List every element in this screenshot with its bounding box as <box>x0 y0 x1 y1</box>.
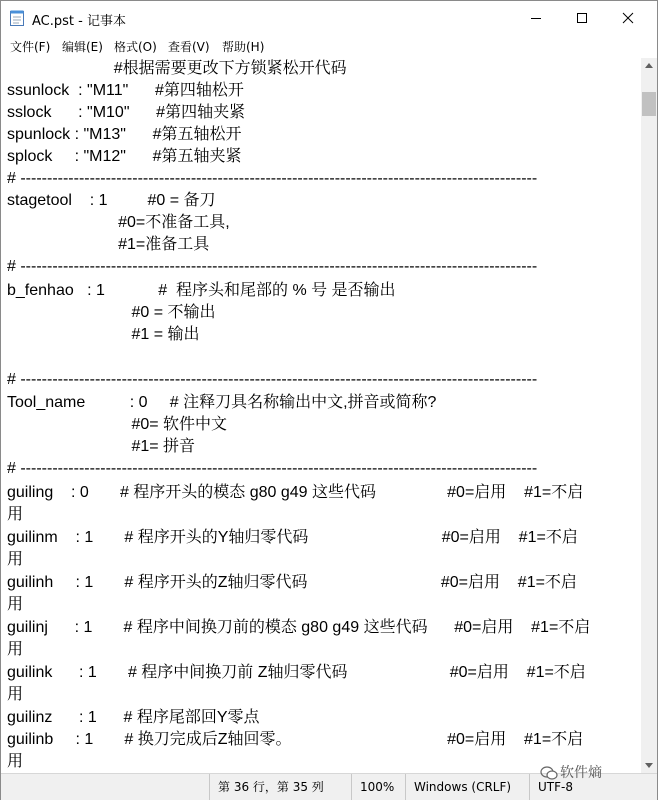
minimize-icon <box>530 12 542 24</box>
scrollbar-thumb[interactable] <box>642 92 656 116</box>
line-ending: Windows (CRLF) <box>405 774 524 800</box>
wechat-icon <box>540 765 558 781</box>
text-line: #1=准备工具 <box>7 236 210 253</box>
text-line: 用 <box>7 753 24 770</box>
scroll-down-icon[interactable] <box>645 763 653 768</box>
text-line: #1 = 输出 <box>7 326 200 343</box>
text-line: guilinh : 1 # 程序开头的Z轴归零代码 #0=启用 #1=不启 <box>7 574 577 591</box>
text-line: guilink : 1 # 程序中间换刀前 Z轴归零代码 #0=启用 #1=不启 <box>7 664 586 681</box>
text-line: guilinz : 1 # 程序尾部回Y零点 <box>7 709 260 726</box>
text-line: #根据需要更改下方锁紧松开代码 <box>7 60 347 77</box>
text-line: # ------------------------------------------------------------------------------------------------- <box>7 460 538 477</box>
close-button[interactable] <box>605 1 651 35</box>
text-line: b_fenhao : 1 # 程序头和尾部的 % 号 是否输出 <box>7 282 396 299</box>
text-line: guilinm : 1 # 程序开头的Y轴归零代码 #0=启用 #1=不启 <box>7 529 578 546</box>
text-line: # ------------------------------------------------------------------------------------------------- <box>7 371 538 388</box>
maximize-icon <box>576 12 588 24</box>
text-line: 用 <box>7 686 24 703</box>
menu-bar <box>1 35 657 57</box>
cursor-position: 第 36 行，第 35 列 <box>209 774 344 800</box>
menu-format[interactable]: 格式(O) <box>114 40 157 54</box>
text-editor[interactable] <box>1 58 641 773</box>
zoom-level: 100% <box>351 774 402 800</box>
text-line: Tool_name : 0 # 注释刀具名称输出中文,拼音或简称? <box>7 394 437 411</box>
maximize-button[interactable] <box>559 1 605 35</box>
text-line: #1= 拼音 <box>7 438 196 455</box>
text-line: 用 <box>7 506 24 523</box>
text-line: stagetool : 1 #0 = 备刀 <box>7 192 216 209</box>
text-line: 用 <box>7 551 24 568</box>
text-line: #0=不准备工具, <box>7 214 230 231</box>
status-bar <box>1 773 657 800</box>
text-line: #0= 软件中文 <box>7 416 228 433</box>
vertical-scrollbar[interactable] <box>641 58 657 773</box>
text-line: sslock : "M10" #第四轴夹紧 <box>7 104 246 121</box>
text-line: ssunlock : "M11" #第四轴松开 <box>7 82 244 99</box>
text-line: # ------------------------------------------------------------------------------------------------- <box>7 170 538 187</box>
window-title: AC.pst - 记事本 <box>32 14 126 29</box>
notepad-icon <box>10 10 24 26</box>
text-line: splock : "M12" #第五轴夹紧 <box>7 148 242 165</box>
menu-view[interactable]: 查看(V) <box>168 40 210 54</box>
watermark-text: 软件熵 <box>560 765 602 781</box>
menu-edit[interactable]: 编辑(E) <box>62 40 103 54</box>
text-line: guilinj : 1 # 程序中间换刀前的模态 g80 g49 这些代码 #0=启用 #1=不启 <box>7 619 591 636</box>
text-line: guiling : 0 # 程序开头的模态 g80 g49 这些代码 #0=启用 #1=不启 <box>7 484 584 501</box>
text-line: 用 <box>7 596 24 613</box>
close-icon <box>622 12 634 24</box>
minimize-button[interactable] <box>513 1 559 35</box>
text-line: spunlock : "M13" #第五轴松开 <box>7 126 242 143</box>
menu-file[interactable]: 文件(F) <box>10 40 51 54</box>
scroll-up-icon[interactable] <box>645 63 653 68</box>
text-line: 用 <box>7 641 24 658</box>
encoding: UTF-8 <box>529 774 578 800</box>
title-bar[interactable] <box>1 1 657 35</box>
menu-help[interactable]: 帮助(H) <box>222 40 265 54</box>
text-line: #0 = 不输出 <box>7 304 216 321</box>
text-line: # ------------------------------------------------------------------------------------------------- <box>7 258 538 275</box>
text-line: guilinb : 1 # 换刀完成后Z轴回零。 #0=启用 #1=不启 <box>7 731 584 748</box>
